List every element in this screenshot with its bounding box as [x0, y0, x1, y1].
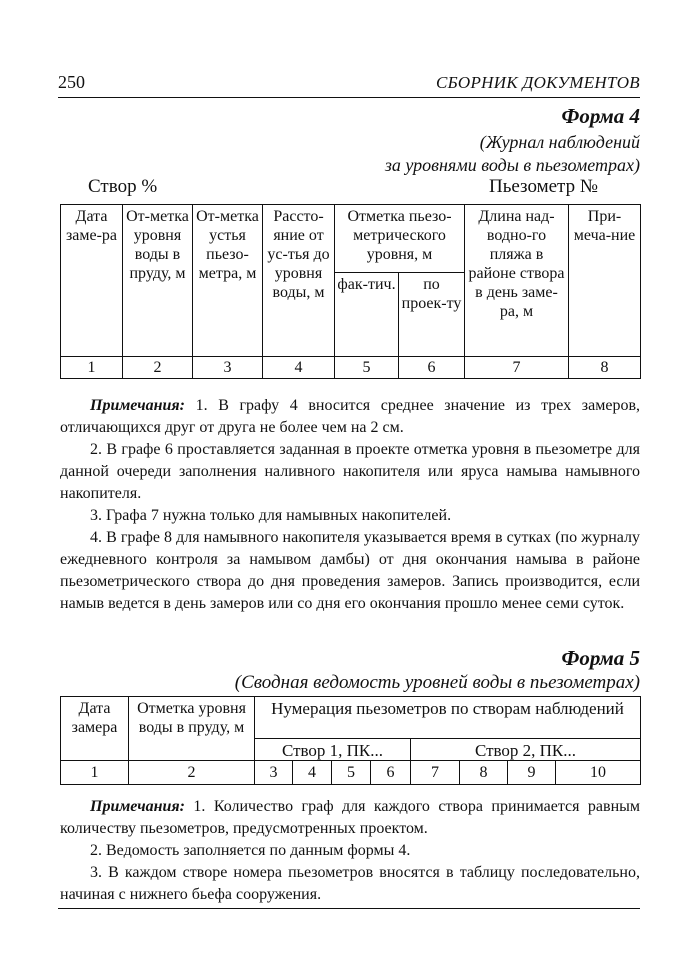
form4-colnum: 8	[569, 357, 641, 379]
form4-notes	[60, 395, 640, 615]
form5-col-date: Дата замера	[61, 697, 129, 761]
note-item: 4. В графе 8 для намывного накопителя указывается время в сутках (по журналу ежедневного контроля за намывом дамбы) от дня окончания намыва в районе пьезометрического створа до дня проведения замеров. Запись производится, если намыв ведется в день замеров или со дня его окончания прошло менее семи суток.	[60, 529, 640, 612]
notes-lead: Примечания:	[90, 798, 185, 815]
form4-col-note: При-меча-ние	[569, 205, 641, 357]
form5-subtitle: (Сводная ведомость уровней воды в пьезометрах)	[234, 672, 640, 693]
note-item: 3. Графа 7 нужна только для намывных накопителей.	[90, 507, 452, 524]
form4-subtitle	[385, 131, 640, 177]
form4-subtitle-line-2: за уровнями воды в пьезометрах)	[384, 155, 640, 175]
form5-table	[60, 696, 641, 785]
form4-subcol-actual: фак-тич.	[335, 273, 399, 357]
form4-col-mouth-mark: От-метка устья пьезо-метра, м	[193, 205, 263, 357]
form5-stvor-1: Створ 1, ПК...	[255, 739, 411, 761]
form4-table	[60, 204, 641, 379]
page-header	[58, 72, 640, 98]
form5-col-numbering: Нумерация пьезометров по створам наблюдений	[255, 697, 641, 739]
form5-colnum: 2	[129, 761, 255, 785]
form5-colnum: 8	[460, 761, 508, 785]
form5-colnum: 4	[293, 761, 332, 785]
form5-stvor-2: Створ 2, ПК...	[411, 739, 641, 761]
notes-lead: Примечания:	[90, 397, 185, 414]
form4-colnum: 7	[465, 357, 569, 379]
note-item: 1. В графу 4 вносится среднее значение из трех замеров, отличающихся друг от друга не более чем на 2 см.	[60, 397, 641, 436]
running-title: СБОРНИК ДОКУМЕНТОВ	[435, 73, 640, 92]
page-number: 250	[58, 72, 85, 92]
form5-colnum: 6	[371, 761, 411, 785]
form4-col-piezo-level: Отметка пьезо-метрического уровня, м	[335, 205, 465, 273]
form4-colnum: 2	[123, 357, 193, 379]
form4-subcol-design: по проек-ту	[399, 273, 465, 357]
form5-colnum: 3	[255, 761, 293, 785]
stvor-label: Створ %	[88, 176, 158, 197]
form5-colnum: 7	[411, 761, 460, 785]
form4-colnum: 3	[193, 357, 263, 379]
form5-colnum: 5	[332, 761, 371, 785]
form4-col-date: Дата заме-ра	[61, 205, 123, 357]
note-item: 2. Ведомость заполняется по данным формы 4.	[90, 842, 411, 859]
form5-col-pond-level: Отметка уровня воды в пруду, м	[129, 697, 255, 761]
form5-colnum: 9	[508, 761, 556, 785]
form5-colnum: 1	[61, 761, 129, 785]
form4-colnum: 5	[335, 357, 399, 379]
form4-col-beach-length: Длина над-водно-го пляжа в районе створа в день заме-ра, м	[465, 205, 569, 357]
piezometer-label: Пьезометр №	[489, 176, 598, 197]
form4-title: Форма 4	[561, 104, 640, 128]
form4-colnum: 6	[399, 357, 465, 379]
form5-colnum: 10	[556, 761, 641, 785]
note-item: 3. В каждом створе номера пьезометров вносятся в таблицу последовательно, начиная с нижнего бьефа сооружения.	[60, 864, 640, 903]
note-item: 2. В графе 6 проставляется заданная в проекте отметка уровня в пьезометре для данной очереди заполнения наливного накопителя или яруса намыва намывного накопителя.	[60, 441, 640, 502]
form4-col-distance: Рассто-яние от ус-тья до уровня воды, м	[263, 205, 335, 357]
form4-col-pond-level: От-метка уровня воды в пруду, м	[123, 205, 193, 357]
bottom-rule	[58, 908, 640, 909]
form4-colnum: 4	[263, 357, 335, 379]
form5-title: Форма 5	[561, 646, 640, 670]
note-item: 1. Количество граф для каждого створа принимается равным количеству пьезометров, предусмотренных проектом.	[60, 798, 641, 837]
form4-subtitle-line-1: (Журнал наблюдений	[479, 132, 640, 152]
form4-colnum: 1	[61, 357, 123, 379]
form5-notes	[60, 796, 640, 906]
